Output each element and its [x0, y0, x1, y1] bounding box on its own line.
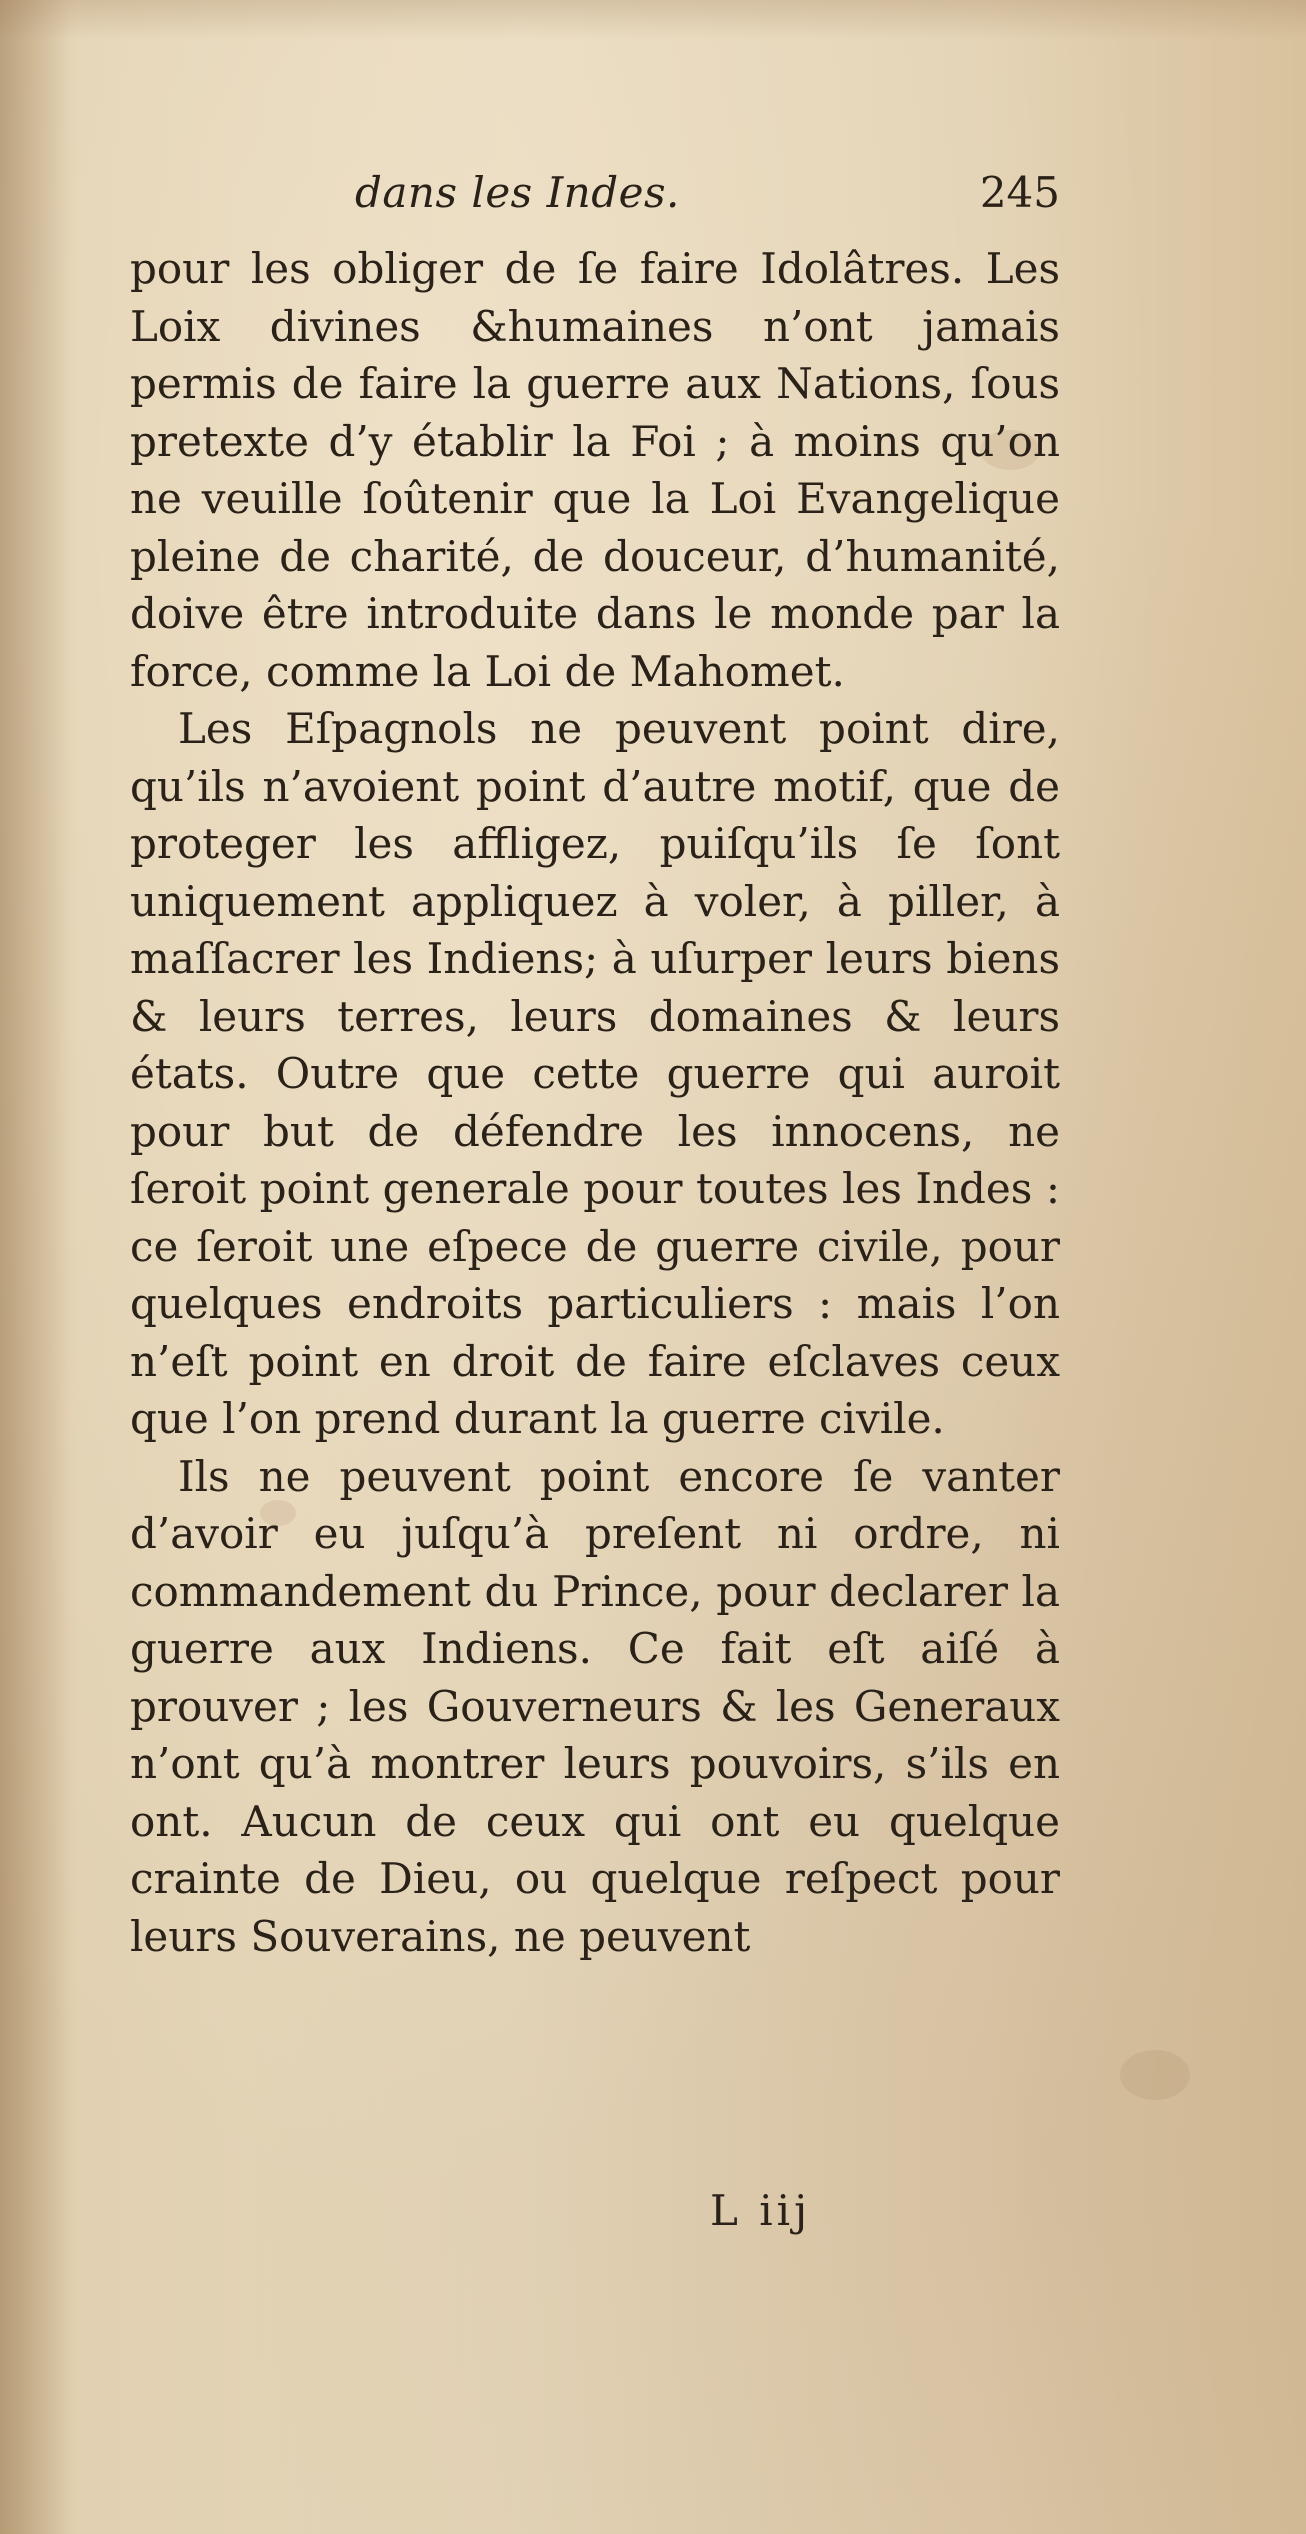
paper-stain	[1120, 2050, 1190, 2100]
running-head: dans les Indes.	[355, 168, 680, 217]
page-header	[130, 168, 1060, 238]
body-text	[130, 240, 1060, 1965]
paragraph: Ils ne peuvent point encore ſe vanter d’avoir eu juſqu’à preſent ni ordre, ni commandement du Prince, pour declarer la guerre aux Indiens. Ce fait eſt aiſé à prouver ; les Gouverneurs & les Generaux n’ont qu’à montrer leurs pouvoirs, s’ils en ont. Aucun de ceux qui ont eu quelque crainte de Dieu, ou quelque reſpect pour leurs Souverains, ne peuvent	[130, 1451, 1060, 1961]
page-footer	[130, 2186, 1060, 2246]
page-number: 245	[979, 168, 1060, 217]
paragraph-continuation: pour les obliger de ſe faire Idolâtres. Les Loix divines &humaines n’ont jamais permis de faire la guerre aux Nations, ſous pretexte d’y établir la Foi ; à moins qu’on ne veuille ſoûtenir que la Loi Evangelique pleine de charité, de douceur, d’humanité, doive être introduite dans le monde par la force, comme la Loi de Mahomet.	[130, 244, 1060, 696]
paragraph: Les Eſpagnols ne peuvent point dire, qu’ils n’avoient point d’autre motif, que de proteger les affligez, puiſqu’ils ſe ſont uniquement appliquez à voler, à piller, à maſſacrer les Indiens; à uſurper leurs biens & leurs terres, leurs domaines & leurs états. Outre que cette guerre qui auroit pour but de défendre les innocens, ne ſeroit point generale pour toutes les Indes : ce ſeroit une eſpece de guerre civile, pour quelques endroits particuliers : mais l’on n’eſt point en droit de faire eſclaves ceux que l’on prend durant la guerre civile.	[130, 704, 1060, 1443]
signature-mark: L iij	[710, 2186, 812, 2235]
